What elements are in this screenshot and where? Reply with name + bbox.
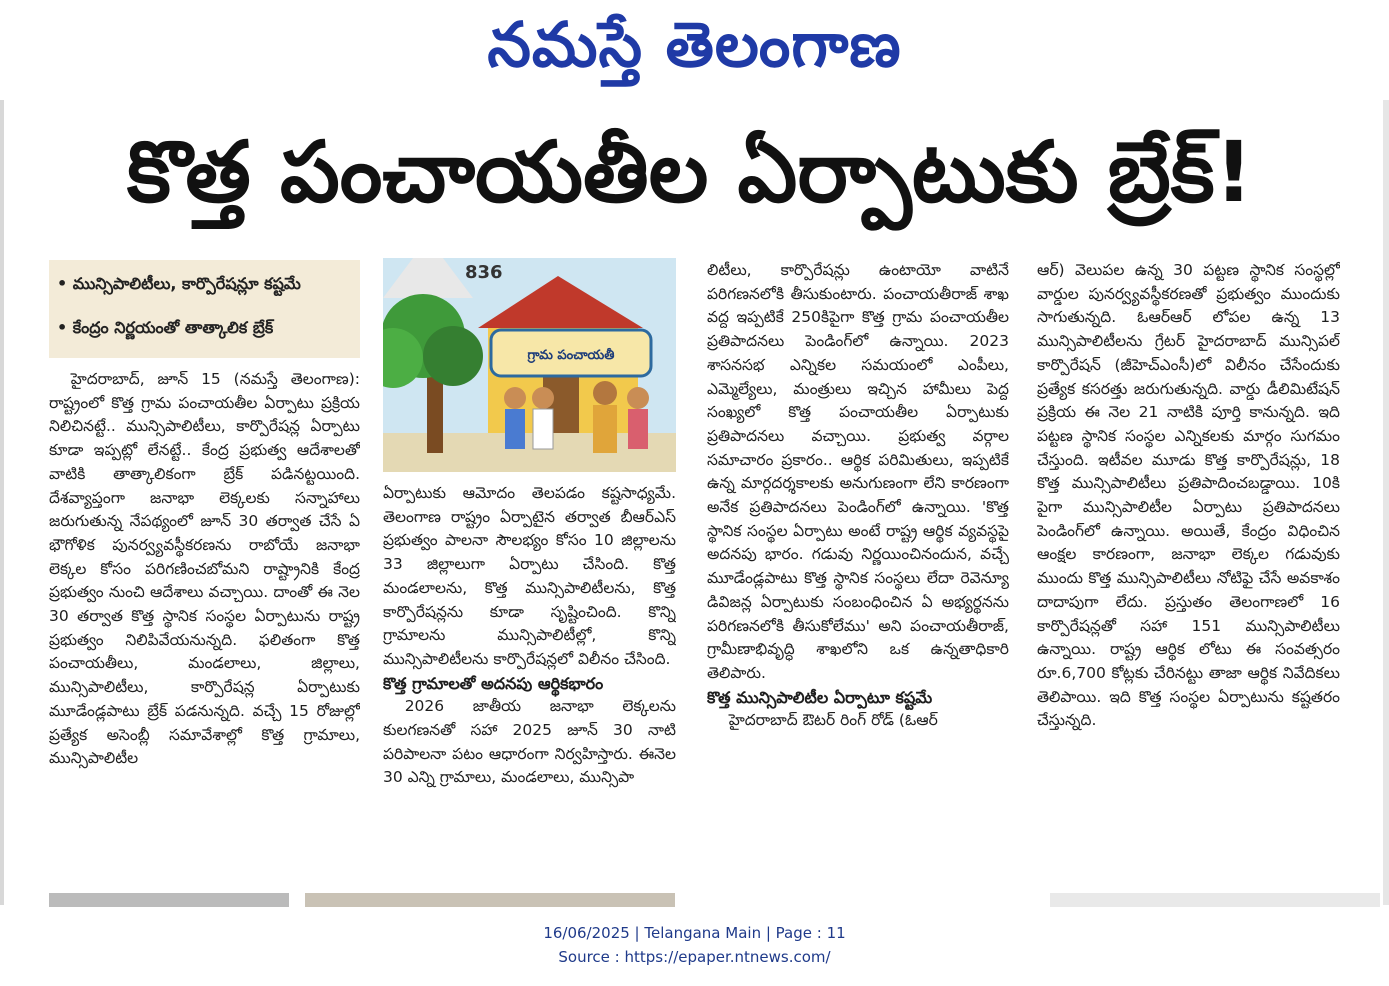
- article-column-2: [383, 482, 676, 868]
- board-text: గ్రామ పంచాయతీ: [527, 348, 615, 363]
- subheading-2: • కేంద్రం నిర్ణయంతో తాత్కాలిక బ్రేక్: [57, 318, 273, 341]
- subheading-box: [49, 260, 360, 358]
- clip-edge-left: [0, 100, 4, 905]
- clip-edge-right: [1383, 100, 1389, 905]
- bottom-image-strip-left: [49, 893, 289, 907]
- column-1-text: హైదరాబాద్, జూన్ 15 (నమస్తే తెలంగాణ): రాష్ట్రంలో కొత్త గ్రామ పంచాయతీల ఏర్పాటు ప్రక్రియ నిలిచినట్టే.. మున్సిపాలిటీలు, కార్పొరేషన్ల ఏర్పాటు కూడా ఇప్పట్లో లేనట్టే.. కేంద్ర ప్రభుత్వ ఆదేశాలతో వాటికి తాత్కాలికంగా బ్రేక్ పడినట్టయింది. దేశవ్యాప్తంగా జనాభా లెక్కలకు సన్నాహాలు జరుగుతున్న నేపథ్యంలో జూన్ 30 తర్వాత చేసే ఏ భౌగోళిక పునర్వ్యవస్థీకరణను రాబోయే జనాభా లెక్కల కోసం పరిగణించబోమని రాష్ట్రానికి కేంద్ర ప్రభుత్వం నుంచి ఆదేశాలు వచ్చాయి. దాంతో ఈ నెల 30 తర్వాత కొత్త స్థానిక సంస్థల ఏర్పాటును రాష్ట్ర ప్రభుత్వం నిలిపివేయనున్నది. ఫలితంగా కొత్త పంచాయతీలు, మండలాలు, జిల్లాలు, మున్సిపాలిటీలు, కార్పొరేషన్ల ఏర్పాటుకు మూడేండ్లపాటు బ్రేక్ పడనున్నది. వచ్చే 15 రోజుల్లో ప్రత్యేక అసెంబ్లీ సమావేశాల్లో కొత్త గ్రామాలు, మున్సిపాలిటీల: [49, 370, 360, 768]
- column-2-subhead: కొత్త గ్రామాలతో అదనపు ఆర్థికభారం: [383, 673, 604, 693]
- footer-source-line: Source : https://epaper.ntnews.com/: [558, 948, 831, 966]
- article-column-4: [1037, 259, 1340, 871]
- article-column-3: [707, 259, 1009, 868]
- column-3-subhead: కొత్త మున్సిపాలిటీల ఏర్పాటూ కష్టమే: [707, 687, 933, 707]
- column-4-text: ఆర్) వెలుపల ఉన్న 30 పట్టణ స్థానిక సంస్థల్లో వార్డుల పునర్వ్యవస్థీకరణతో ప్రభుత్వం ముందుకు సాగుతున్నది. ఓఆర్ఆర్ లోపల ఉన్న 13 మున్సిపాలిటీలను గ్రేటర్ హైదరాబాద్ మున్సిపల్ కార్పొరేషన్ (జీహెచ్ఎంసీ)లో విలీనం చేసేందుకు ప్రత్యేక కసరత్తు జరుగుతున్నది. వార్డు డీలిమిటేషన్ ప్రక్రియ ఈ నెల 21 నాటికి పూర్తి కానున్నది. ఇది పట్టణ స్థానిక సంస్థల ఎన్నికలకు మార్గం సుగమం చేస్తుంది. ఇటీవల మూడు కొత్త కార్పొరేషన్లు, 18 కొత్త మున్సిపాలిటీలు ప్రతిపాదించబడ్డాయి. 10కి పైగా మున్సిపాలిటీల ఏర్పాటు ప్రతిపాదనలు పెండింగ్‌లో ఉన్నాయి. అయితే, కేంద్రం విధించిన ఆంక్షల కారణంగా, జనాభా లెక్కల గడువుకు ముందు కొత్త మున్సిపాలిటీలు నోటిఫై చేసే అవకాశం దాదాపుగా లేదు. ప్రస్తుతం తెలంగాణలో 16 కార్పొరేషన్లతో సహా 151 మున్సిపాలిటీలు ఉన్నాయి. రాష్ట్ర ఆర్థిక లోటు ఈ సంవత్సరం రూ.6,700 కోట్లకు చేరినట్టు తాజా ఆర్థిక నివేదికలు తెలిపాయి. ఇది కొత్త సంస్థల ఏర్పాటును కష్టతరం చేస్తున్నది.: [1037, 261, 1340, 730]
- masthead: [0, 0, 1389, 100]
- bottom-image-strip-middle: [305, 893, 675, 907]
- column-3-text-b: హైదరాబాద్ ఔటర్ రింగ్ రోడ్ (ఓఆర్: [728, 711, 938, 730]
- headline: కొత్త పంచాయతీల ఏర్పాటుకు బ్రేక్!: [127, 123, 1253, 221]
- bottom-image-strip-right: [1050, 893, 1380, 907]
- number-text: 836: [465, 262, 503, 283]
- column-2-text-b: 2026 జాతీయ జనాభా లెక్కలను కులగణనతో సహా 2025 జూన్ 30 నాటి పరిపాలనా పటం ఆధారంగా నిర్వహిస్తారు. ఈనెల 30 ఎన్ని గ్రామాలు, మండలాలు, మున్సిపా: [383, 697, 676, 787]
- illustration-drawing: [383, 258, 676, 472]
- column-3-text-a: లిటీలు, కార్పొరేషన్లు ఉంటాయో వాటినే పరిగణనలోకి తీసుకుంటారు. పంచాయతీరాజ్ శాఖ వద్ద ఇప్పటికే 250కిపైగా కొత్త గ్రామ పంచాయతీల ప్రతిపాదనలు పెండింగ్‌లో ఉన్నాయి. 2023 శాసనసభ ఎన్నికల సమయంలో ఎంపీలు, ఎమ్మెల్యేలు, మంత్రులు ఇచ్చిన హామీలు పెద్ద సంఖ్యలో కొత్త పంచాయతీల ఏర్పాటుకు ప్రతిపాదనలు వచ్చాయి. ప్రభుత్వ వర్గాల సమాచారం ప్రకారం.. ఆర్థిక పరిమితులు, ఇప్పటికే ఉన్న మార్గదర్శకాలకు అనుగుణంగా లేని కారణంగా అనేక ప్రతిపాదనలు పెండింగ్‌లో ఉన్నాయి. 'కొత్త స్థానిక సంస్థల ఏర్పాటు అంటే రాష్ట్ర ఆర్థిక వ్యవస్థపై అదనపు భారం. గడువు నిర్ణయించినందున, వచ్చే మూడేండ్లపాటు కొత్త స్థానిక సంస్థలు లేదా రెవెన్యూ డివిజన్ల ఏర్పాటుకు సంబంధించిన ఏ అభ్యర్థనను పరిగణనలోకి తీసుకోలేము' అని పంచాయతీరాజ్, గ్రామీణాభివృద్ధి శాఖలోని ఒక ఉన్నతాధికారి తెలిపారు.: [707, 261, 1009, 682]
- column-2-text-a: ఏర్పాటుకు ఆమోదం తెలపడం కష్టసాధ్యమే. తెలంగాణ రాష్ట్రం ఏర్పాటైన తర్వాత బీఆర్ఎస్ ప్రభుత్వం పాలనా సౌలభ్యం కోసం 10 జిల్లాలను 33 జిల్లాలుగా ఏర్పాటు చేసింది. కొత్త మండలాలను, కొత్త మున్సిపాలిటీలను, కొత్త కార్పొరేషన్లను కూడా సృష్టించింది. కొన్ని గ్రామాలను మున్సిపాలిటీల్లో, కొన్ని మున్సిపాలిటీలను కార్పొరేషన్లలో విలీనం చేసింది.: [383, 484, 676, 668]
- article-column-1: [49, 368, 360, 868]
- gram-panchayat-illustration: [383, 258, 676, 472]
- masthead-title: నమస్తే తెలంగాణ: [487, 8, 902, 81]
- subheading-1: • మున్సిపాలిటీలు, కార్పొరేషన్లూ కష్టమే: [57, 274, 301, 297]
- footer-date-line: 16/06/2025 | Telangana Main | Page : 11: [543, 924, 846, 942]
